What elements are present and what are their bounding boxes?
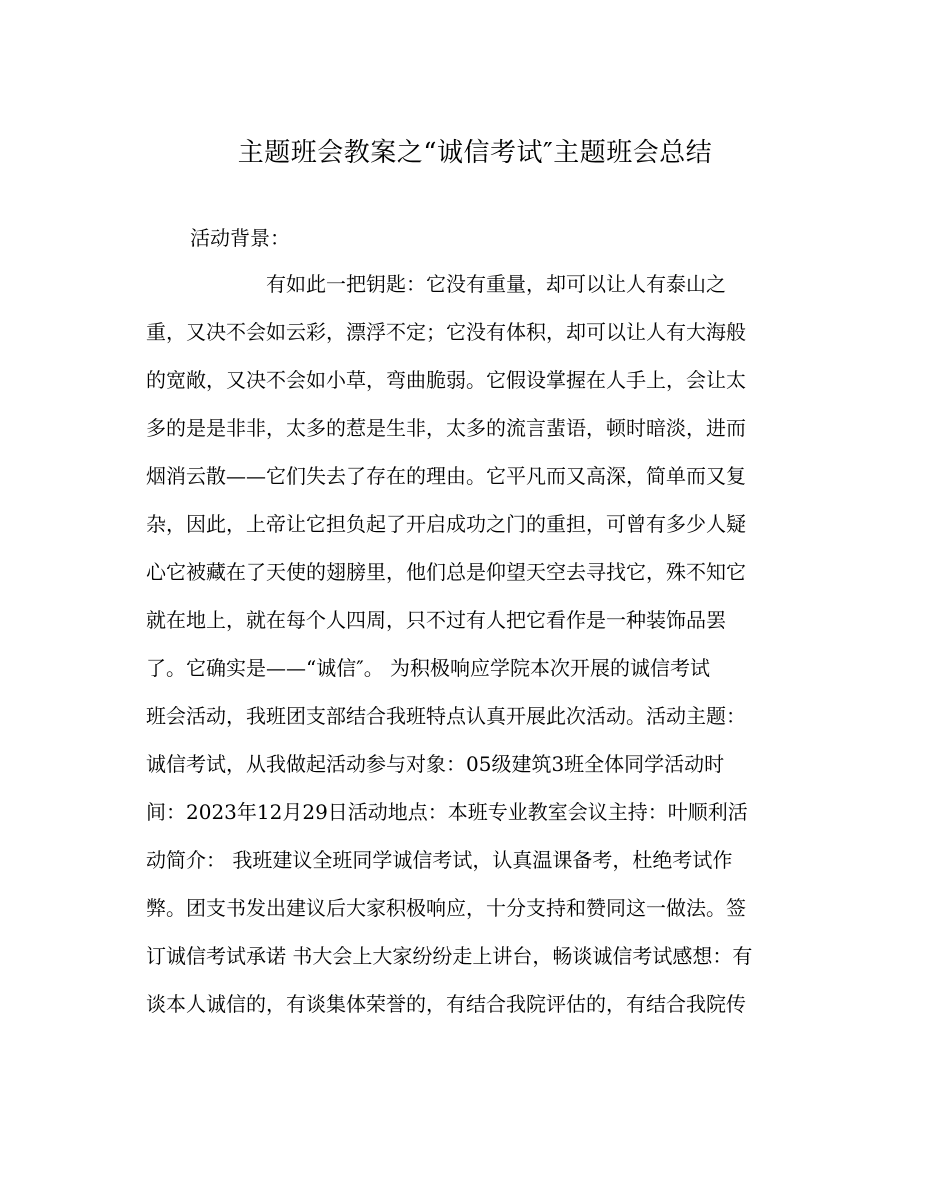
body-line: 就在地上，就在每个人四周，只不过有人把它看作是一种装饰品罢 [146, 608, 726, 632]
body-line: 杂，因此，上帝让它担负起了开启成功之门的重担，可曾有多少人疑 [146, 512, 746, 536]
body-line: 订诚信考试承诺 书大会上大家纷纷走上讲台，畅谈诚信考试感想：有 [146, 944, 753, 968]
body-line: 重，又决不会如云彩，漂浮不定；它没有体积，却可以让人有大海般 [146, 320, 746, 344]
body-line: 诚信考试，从我做起活动参与对象：05级建筑3班全体同学活动时 [146, 752, 725, 776]
body-line: 多的是是非非，太多的惹是生非，太多的流言蜚语，顿时暗淡，进而 [146, 416, 746, 440]
body-line: 动简介： 我班建议全班同学诚信考试，认真温课备考，杜绝考试作 [146, 848, 733, 872]
page-title: 主题班会教案之“诚信考试″主题班会总结 [237, 138, 713, 168]
body-line: 的宽敞，又决不会如小草，弯曲脆弱。它假设掌握在人手上，会让太 [146, 368, 746, 392]
body-line: 间：2023年12月29日活动地点：本班专业教室会议主持：叶顺利活 [146, 800, 748, 824]
body-line: 心它被藏在了天使的翅膀里，他们总是仰望天空去寻找它，殊不知它 [146, 560, 746, 584]
body-line: 谈本人诚信的，有谈集体荣誉的，有结合我院评估的，有结合我院传 [146, 992, 746, 1016]
body-line: 弊。团支书发出建议后大家积极响应，十分支持和赞同这一做法。签 [146, 896, 746, 920]
body-line: 有如此一把钥匙：它没有重量，却可以让人有泰山之 [266, 272, 726, 296]
body-line: 班会活动，我班团支部结合我班特点认真开展此次活动。活动主题： [146, 704, 746, 728]
section-label: 活动背景： [190, 226, 290, 250]
body-line: 了。它确实是——“诚信″。 为积极响应学院本次开展的诚信考试 [146, 656, 711, 680]
body-line: 烟消云散——它们失去了存在的理由。它平凡而又高深，简单而又复 [146, 464, 746, 488]
